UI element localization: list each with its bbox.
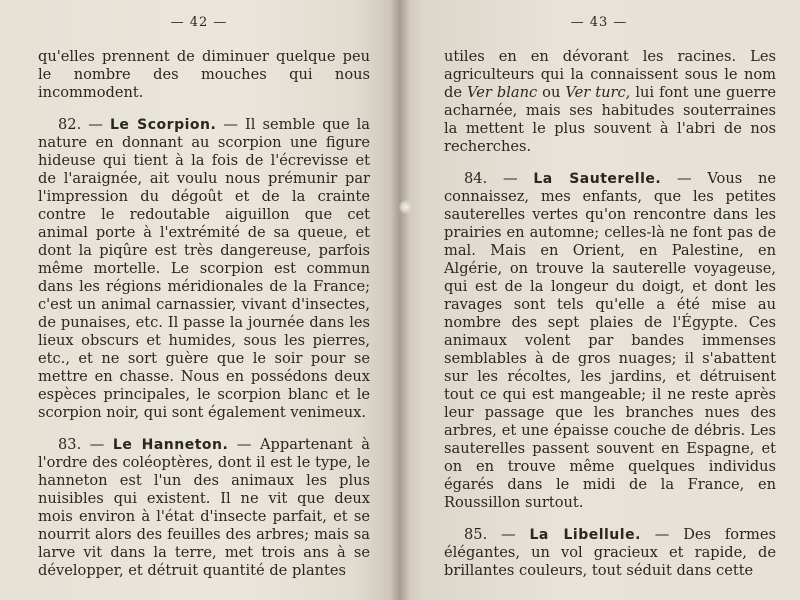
paragraph-number: 84. — [464, 170, 518, 187]
paragraph-number: 85. — [464, 526, 516, 543]
section-heading: Le Scorpion. [109, 117, 217, 133]
paragraph-text: ou [542, 84, 561, 101]
page-number-right: — 43 — [570, 15, 628, 30]
italic-term: Ver turc, [565, 84, 631, 101]
paragraph-number: 82. — [58, 116, 103, 133]
section-heading: La Libellule. [529, 527, 641, 543]
section-heading: Le Hanneton. [112, 437, 229, 453]
right-page-text [444, 48, 776, 594]
paragraph-continuation-left [38, 48, 370, 102]
book-gutter [390, 0, 410, 600]
paragraph-text: qu'elles prennent de diminuer quelque peu le nombre des mouches qui nous incommodent. [38, 48, 370, 101]
paragraph-text: — Vous ne connaissez, mes enfants, que les petites sauterelles vertes qu'on rencontre dans les prairies en automne; celles-là ne font pas de mal. Mais en Orient, en Palestine, en Algérie, on trouve la sauterelle voyageuse, qui est de la longeur du doigt, et dont les ravages sont tels qu'elle a été mise au nombre des sept plaies de l'Égypte. Ces animaux volent par bandes immenses semblables à de gros nuages; il s'abattent sur les récoltes, les jardins, et détruisent tout ce qui est mangeable; il ne reste après leur passage que les branches nues des arbres, et une épaisse couche de débris. Les sauterelles passent souvent en Espagne, et on en trouve même quelques individus égarés dans le midi de la France, en Roussillon surtout. [444, 170, 777, 511]
paragraph-text: — Il semble que la nature en donnant au scorpion une figure hideuse qui tient à la fois de l'écrevisse et de l'araignée, ait voulu nous prémunir par l'impression du dégoût et de la crainte contre le redoutable aiguillon que cet animal porte à l'extrémité de sa queue, et dont la piqûre est très dangereuse, parfois même mortelle. Le scorpion est commun dans les régions méridionales de la France; c'est un animal carnassier, vivant d'insectes, de punaises, etc. Il passe la journée dans les lieux obscurs et humides, sous les pierres, etc., et ne sort guère que le soir pour se mettre en chasse. Nous en possédons deux espèces principales, le scorpion blanc et le scorpion noir, qui sont également venimeux. [38, 116, 371, 421]
paragraph-text: lui font une guerre acharnée, mais ses habitudes souterraines la mettent le plus souvent à l'abri de nos recherches. [444, 84, 776, 155]
paragraph-number: 83. — [58, 436, 105, 453]
paragraph-text: — Appartenant à l'ordre des coléoptères, dont il est le type, le hanneton est l'un des animaux les plus nuisibles qui existent. Il ne vit que deux mois environ à l'état d'insecte parfait, et se nourrit alors des feuilles des arbres; mais sa larve vit dans la terre, met trois ans à se développer, et détruit quantité de plantes [38, 436, 370, 579]
paragraph-text: — Des formes élégantes, un vol gracieux et rapide, de brillantes couleurs, tout séduit dans cette [444, 526, 777, 579]
right-page [398, 0, 800, 600]
paragraph-85-libellule [444, 526, 776, 580]
left-page [0, 0, 398, 600]
paragraph-continuation-right [444, 48, 776, 156]
paragraph-text: utiles en en dévorant les racines. Les agriculteurs qui la connaissent sous le nom de [444, 48, 776, 101]
binding-stitch [398, 200, 414, 214]
italic-term: Ver blanc [467, 84, 538, 101]
page-number-left: — 42 — [170, 15, 228, 30]
paragraph-82-scorpion [38, 116, 370, 422]
section-heading: La Sauterelle. [533, 171, 662, 187]
paragraph-83-hanneton [38, 436, 370, 580]
left-page-text [38, 48, 370, 594]
paragraph-84-sauterelle [444, 170, 776, 512]
